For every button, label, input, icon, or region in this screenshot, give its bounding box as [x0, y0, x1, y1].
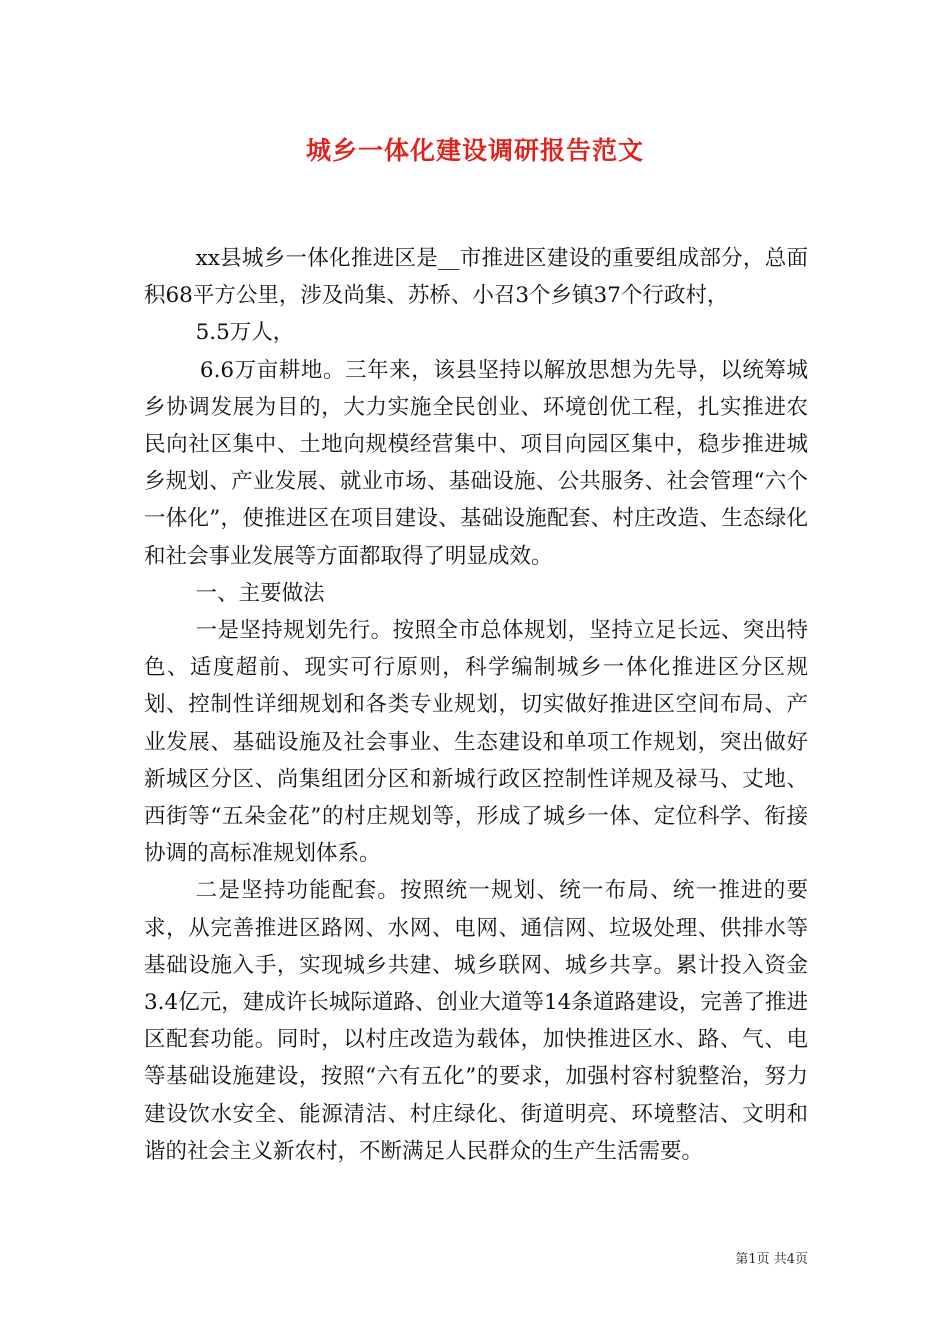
paragraph-infrastructure: 二是坚持功能配套。按照统一规划、统一布局、统一推进的要求，从完善推进区路网、水网、电网、通信网、垃圾处理、供排水等基础设施入手，实现城乡共建、城乡联网、城乡共享。累计投入资金3.4亿元，建成许长城际道路、创业大道等14条道路建设，完善了推进区配套功能。同时，以村庄改造为载体，加快推进区水、路、气、电等基础设施建设，按照“六有五化”的要求，加强村容村貌整治，努力建设饮水安全、能源清洁、村庄绿化、街道明亮、环境整洁、文明和谐的社会主义新农村，不断满足人民群众的生产生活需要。 [144, 878, 808, 1164]
paragraph-overview: 6.6万亩耕地。三年来，该县坚持以解放思想为先导，以统筹城乡协调发展为目的，大力实施全民创业、环境创优工程，扎实推进农民向社区集中、土地向规模经营集中、项目向园区集中，稳步推进城乡规划、产业发展、就业市场、基础设施、公共服务、社会管理“六个一体化”，使推进区在项目建设、基础设施配套、村庄改造、生态绿化和社会事业发展等方面都取得了明显成效。 [144, 357, 808, 569]
section-heading-main-practices: 一、主要做法 [195, 580, 325, 606]
paragraph-planning: 一是坚持规划先行。按照全市总体规划，坚持立足长远、突出特色、适度超前、现实可行原则，科学编制城乡一体化推进区分区规划、控制性详细规划和各类专业规划，切实做好推进区空间布局、产业发展、基础设施及社会事业、生态建设和单项工作规划，突出做好新城区分区、尚集组团分区和新城行政区控制性详规及禄马、丈地、西街等“五朵金花”的村庄规划等，形成了城乡一体、定位科学、衔接协调的高标准规划体系。 [144, 618, 808, 867]
paragraph-intro: xx县城乡一体化推进区是__市推进区建设的重要组成部分，总面积68平方公里，涉及尚集、苏桥、小召3个乡镇37个行政村， [144, 246, 808, 309]
page-number-footer: 第1页 共4页 [735, 1252, 808, 1267]
paragraph-population: 5.5万人， [195, 320, 295, 346]
document-body [144, 240, 808, 1170]
document-title: 城乡一体化建设调研报告范文 [305, 136, 644, 165]
